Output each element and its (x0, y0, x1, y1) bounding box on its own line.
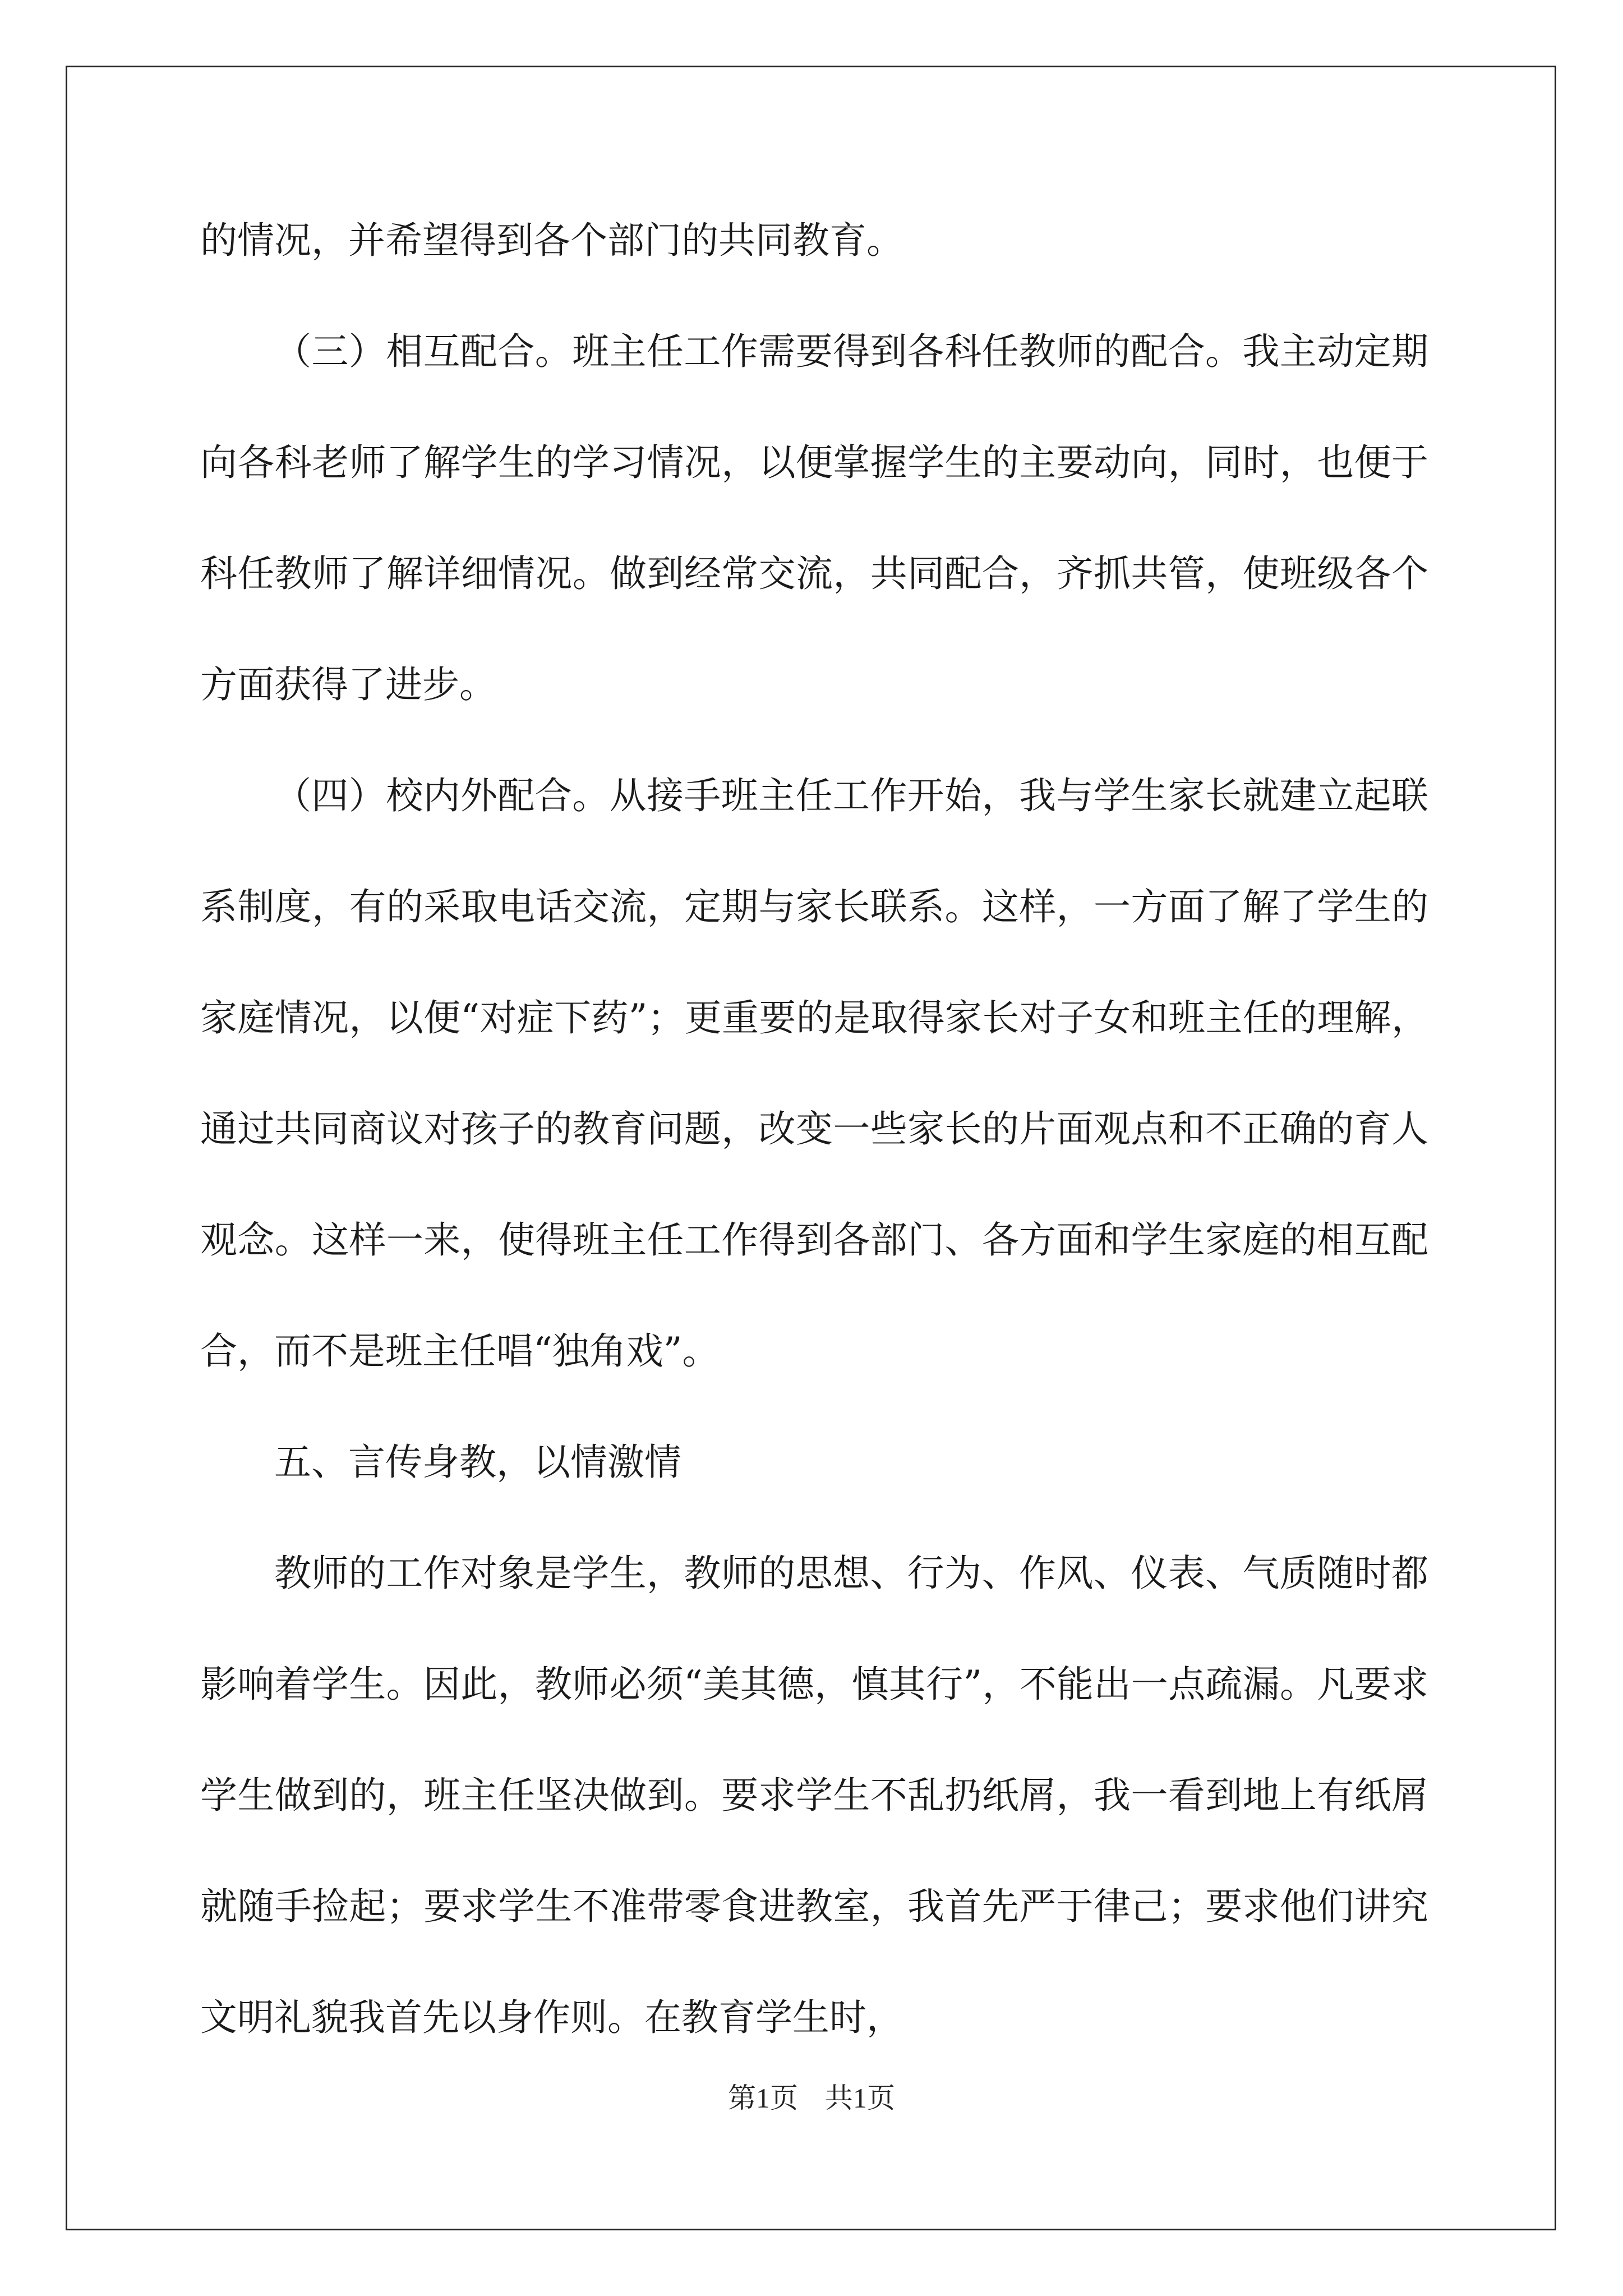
paragraph-section-four: （四）校内外配合。从接手班主任工作开始，我与学生家长就建立起联系制度，有的采取电话交流，定期与家长联系。这样，一方面了解了学生的家庭情况，以便“对症下药”；更重要的是取得家长对子女和班主任的理解，通过共同商议对孩子的教育问题，改变一些家长的片面观点和不正确的育人观念。这样一来，使得班主任工作得到各部门、各方面和学生家庭的相互配合，而不是班主任唱“独角戏”。 (200, 774, 1428, 1373)
page-number-total: 共1页 (825, 2082, 895, 2114)
page-number-current: 第1页 (728, 2082, 798, 2114)
paragraph-section-three: （三）相互配合。班主任工作需要得到各科任教师的配合。我主动定期向各科老师了解学生的学习情况，以便掌握学生的主要动向，同时，也便于科任教师了解详细情况。做到经常交流，共同配合，齐抓共管，使班级各个方面获得了进步。 (200, 330, 1428, 706)
paragraph-continuation: 的情况，并希望得到各个部门的共同教育。 (200, 219, 903, 262)
page-footer (0, 2076, 1623, 2116)
section-heading-five: 五、言传身教，以情激情 (274, 1441, 681, 1484)
document-body (200, 185, 1428, 2073)
paragraph-teacher-example: 教师的工作对象是学生，教师的思想、行为、作风、仪表、气质随时都影响着学生。因此，教师必须“美其德，慎其行”，不能出一点疏漏。凡要求学生做到的，班主任坚决做到。要求学生不乱扔纸屑，我一看到地上有纸屑就随手捡起；要求学生不准带零食进教室，我首先严于律己；要求他们讲究文明礼貌我首先以身作则。在教育学生时， (200, 1552, 1428, 2039)
